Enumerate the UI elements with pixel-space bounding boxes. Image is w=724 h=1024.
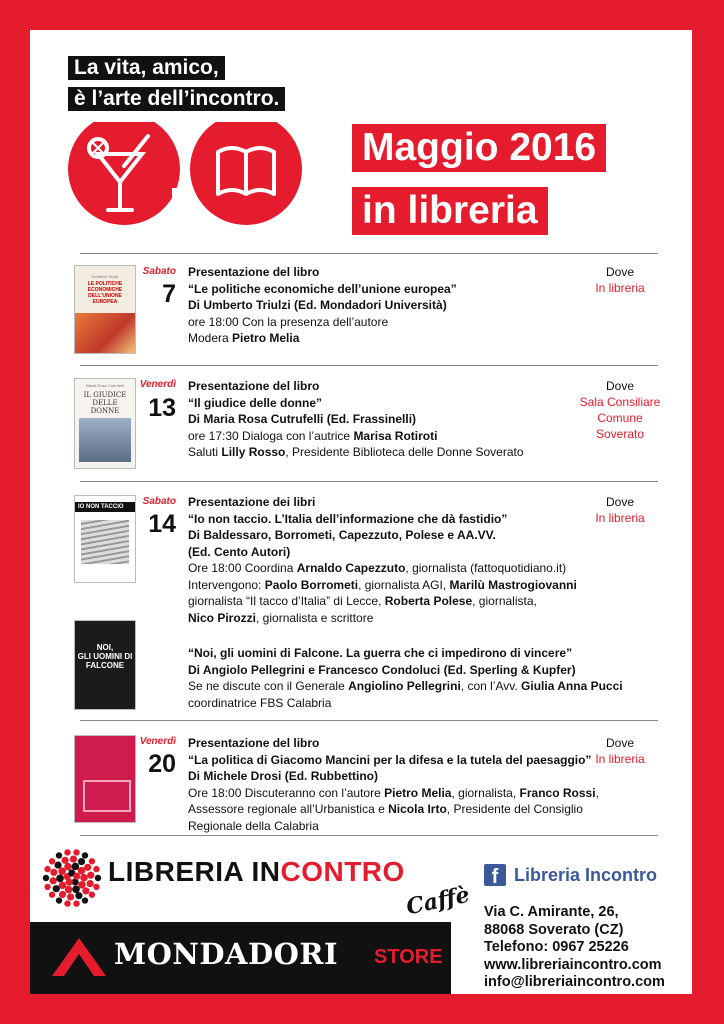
location-place-line-2: Comune	[597, 411, 643, 425]
text: giornalista “Il tacco d’Italia” di Lecce,	[188, 594, 385, 608]
phone: Telefono: 0967 25226	[484, 939, 629, 955]
text: , giornalista,	[472, 594, 537, 608]
logo-dot	[59, 891, 66, 898]
facebook-icon[interactable]: f	[484, 864, 506, 886]
cover-title: IO NON TACCIO	[75, 502, 135, 512]
location-label: Dove	[605, 736, 634, 750]
bold-text: Lilly Rosso	[221, 445, 286, 459]
mondadori-wordmark: MONDADORI	[114, 937, 339, 971]
event-line	[188, 662, 658, 679]
logo-dot	[50, 877, 57, 884]
bold-text: Presentazione dei libri	[188, 495, 316, 509]
text: coordinatrice FBS Calabria	[188, 695, 332, 710]
bold-text: Paolo Borrometi	[264, 577, 359, 592]
connector-line	[168, 190, 198, 208]
bold-text: “Le politiche economiche dell’unione europea”	[188, 281, 457, 296]
divider	[80, 253, 658, 254]
cover-title: LE POLITICHE ECONOMICHE DELL'UNIONE EUROPEA	[87, 281, 123, 305]
text: , Presidente del Consiglio	[446, 802, 583, 816]
text: , giornalista e scrittore	[256, 610, 374, 625]
cover-title: IL GIUDICE DELLE DONNE	[83, 391, 127, 415]
text: ore 18:00 Con la presenza dell’autore	[188, 314, 389, 329]
bold-text: (Ed. Cento Autori)	[188, 544, 291, 559]
tagline-line-1: La vita, amico,	[68, 56, 225, 80]
event-line	[188, 695, 658, 712]
bold-text: Pietro Melia	[232, 331, 300, 345]
book-cover-falcone	[74, 620, 136, 710]
caffe-script: Caffè	[403, 881, 472, 921]
logo-dot	[89, 892, 95, 898]
event-line	[188, 610, 658, 627]
event-3-second-book-text	[188, 645, 658, 711]
divider	[80, 365, 658, 366]
logo-dot	[73, 873, 80, 880]
bold-text: Roberta Polese	[384, 594, 473, 608]
bold-text: Presentazione del libro	[188, 265, 320, 279]
logo-dot	[44, 866, 50, 872]
bold-text: “Il giudice delle donne”	[188, 395, 323, 410]
contact-block	[484, 904, 665, 992]
bold-text: “La politica di Giacomo Mancini per la difesa e la tutela del paesaggio”	[188, 752, 592, 767]
tagline-line-2: è l’arte dell’incontro.	[68, 87, 285, 111]
event-1-day-label: Sabato	[142, 266, 176, 277]
text: ,	[595, 785, 599, 800]
event-line	[188, 645, 658, 662]
logo-dot	[54, 861, 61, 868]
logo-dot	[78, 867, 86, 875]
cover-art	[81, 520, 129, 564]
event-line	[188, 818, 658, 835]
event-4-day-number: 20	[148, 750, 176, 778]
logo-dot	[93, 866, 99, 872]
book-cover-drosi	[74, 735, 136, 823]
mondadori-rose-icon	[50, 936, 108, 978]
event-line	[188, 678, 658, 695]
logo-dot	[67, 893, 74, 900]
event-line	[188, 314, 658, 331]
logo-dot	[56, 875, 64, 883]
text: Intervengono:	[188, 577, 265, 592]
text: , con l’Avv.	[460, 679, 522, 693]
logo-dot	[80, 874, 88, 882]
event-line	[188, 593, 658, 610]
bold-text: “Io non taccio. L’Italia dell’informazione che dà fastidio”	[188, 511, 508, 526]
bold-text: Di Angiolo Pellegrini e Francesco Condoluci (Ed. Sperling & Kupfer)	[188, 662, 576, 677]
cover-author: Maria Rosa Cutrufelli	[86, 383, 124, 388]
logo-dot	[75, 892, 82, 899]
location-place-line-3: Soverato	[595, 427, 645, 441]
event-line	[188, 785, 658, 802]
event-line	[188, 527, 658, 544]
month-title-line-2: in libreria	[352, 187, 548, 235]
divider	[80, 481, 658, 482]
cover-art	[83, 780, 131, 812]
brand-word-2: CONTRO	[280, 856, 405, 887]
cover-art	[79, 418, 131, 462]
location-label: Dove	[605, 265, 634, 279]
bold-text: Giulia Anna Pucci	[521, 679, 623, 693]
logo-dot	[64, 900, 70, 906]
event-3-day-label: Sabato	[142, 496, 176, 507]
logo-dot	[73, 900, 79, 906]
event-4-day-label: Venerdì	[139, 736, 176, 747]
address-line-2: 88068 Soverato (CZ)	[484, 921, 624, 938]
logo-dot	[44, 884, 50, 890]
facebook-page-name[interactable]: Libreria Incontro	[514, 865, 658, 885]
bold-text: Marisa Rotiroti	[353, 428, 438, 443]
logo-dot	[72, 886, 80, 894]
event-2-location	[575, 378, 665, 442]
logo-dot	[82, 897, 88, 903]
location-place: In libreria	[595, 752, 645, 766]
text: ore 17:30 Dialoga con l’autrice	[188, 428, 354, 443]
logo-dot	[70, 855, 77, 862]
bold-text: Nicola Irto	[388, 802, 447, 816]
event-line	[188, 444, 658, 461]
logo-dot	[56, 897, 62, 903]
event-2-day-number: 13	[148, 394, 176, 422]
bold-text: Presentazione del libro	[188, 379, 320, 393]
bold-text: Pietro Melia	[384, 785, 452, 800]
event-line	[188, 768, 658, 785]
bold-text: Marilù Mastrogiovanni	[449, 577, 577, 592]
logo-dot	[73, 849, 79, 855]
divider	[80, 720, 658, 721]
bold-text: “Noi, gli uomini di Falcone. La guerra che ci impedirono di vincere”	[188, 646, 573, 660]
text: , giornalista,	[451, 785, 520, 800]
bold-text: Di Umberto Triulzi (Ed. Mondadori Università)	[188, 298, 447, 312]
text: Saluti	[188, 445, 222, 459]
event-3-day-number: 14	[148, 510, 176, 538]
event-line	[188, 544, 658, 561]
event-line	[188, 801, 658, 818]
text: Modera	[188, 331, 233, 345]
text: , giornalista (fattoquotidiano.it)	[405, 561, 567, 575]
event-line	[188, 297, 658, 314]
logo-dot	[64, 849, 70, 855]
event-4-location	[575, 735, 665, 767]
logo-dot	[93, 884, 99, 890]
book-cover-cutrufelli	[74, 378, 136, 469]
event-1-location	[575, 264, 665, 296]
logo-dot	[87, 880, 94, 887]
location-place: In libreria	[595, 281, 645, 295]
logo-dot	[64, 863, 72, 871]
logo-dot	[82, 852, 88, 858]
text: Ore 18:00 Discuteranno con l’autore	[188, 785, 385, 800]
event-line	[188, 330, 658, 347]
cover-title: NOI, GLI UOMINI DI FALCONE	[77, 643, 133, 670]
logo-dot	[89, 858, 95, 864]
email-link[interactable]: info@libreriaincontro.com	[484, 974, 665, 990]
event-2-day-label: Venerdì	[139, 379, 176, 390]
bold-text: Arnaldo Capezzuto	[296, 561, 406, 575]
bold-text: Di Michele Drosi (Ed. Rubbettino)	[188, 769, 379, 783]
logo-dot	[82, 887, 89, 894]
location-label: Dove	[605, 495, 634, 509]
store-label: STORE	[374, 946, 443, 968]
logo-dot	[49, 892, 55, 898]
bold-text: Nico Pirozzi	[188, 610, 257, 625]
logo-dot	[59, 882, 67, 890]
text: Se ne discute con il Generale	[188, 679, 349, 693]
text: , giornalista AGI,	[358, 577, 450, 592]
text: Ore 18:00 Coordina	[188, 561, 297, 575]
libreria-dots-logo	[42, 848, 102, 908]
event-line	[188, 577, 658, 594]
logo-dot	[95, 875, 101, 881]
logo-dot	[49, 858, 55, 864]
logo-dot	[61, 857, 68, 864]
text: , Presidente Biblioteca delle Donne Soverato	[285, 445, 524, 459]
bold-text: Angiolino Pellegrini	[348, 679, 461, 693]
book-cover-io-non-taccio	[74, 495, 136, 583]
location-label: Dove	[605, 379, 634, 393]
location-place-line-1: Sala Consiliare	[579, 395, 661, 409]
text: Assessore regionale all’Urbanistica e	[188, 802, 389, 816]
event-3-location	[575, 494, 665, 526]
poster	[30, 30, 692, 994]
bold-text: Franco Rossi	[519, 785, 596, 800]
text: Regionale della Calabria	[188, 818, 319, 833]
bold-text: Di Baldessaro, Borrometi, Capezzuto, Polese e AA.VV.	[188, 528, 496, 542]
month-title-line-1: Maggio 2016	[352, 124, 606, 172]
divider	[80, 835, 658, 836]
brand-word-1: LIBRERIA IN	[108, 856, 281, 887]
logo-cocktail-book	[68, 122, 308, 232]
location-place: In libreria	[595, 511, 645, 525]
logo-dot	[56, 852, 62, 858]
logo-dot	[50, 869, 57, 876]
event-1-day-number: 7	[162, 280, 176, 308]
logo-dot	[78, 858, 85, 865]
bold-text: Presentazione del libro	[188, 736, 320, 750]
bold-text: Di Maria Rosa Cutrufelli (Ed. Frassinelli)	[188, 412, 417, 426]
cover-author: Umberto Triulzi	[91, 274, 119, 279]
cover-art	[75, 313, 135, 353]
website-link[interactable]: www.libreriaincontro.com	[484, 956, 662, 973]
event-line	[188, 560, 658, 577]
address-line-1: Via C. Amirante, 26,	[484, 904, 619, 920]
logo-dot	[43, 875, 49, 881]
libreria-incontro-wordmark	[108, 856, 405, 888]
book-cover-triulzi	[74, 265, 136, 354]
logo-dot	[87, 872, 94, 879]
